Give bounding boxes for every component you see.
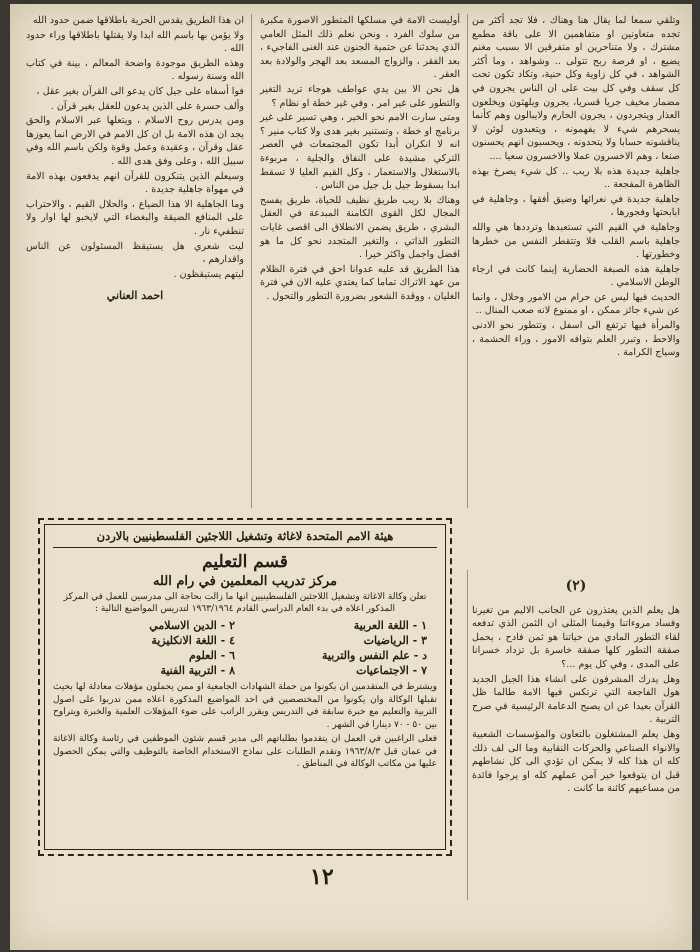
paragraph: جاهلية جديدة هذه بلا ريب .. كل شيء يصرخ بهذه الظاهرة المفجعة .. bbox=[472, 165, 680, 191]
author-signature: احمد العناني bbox=[106, 289, 164, 303]
column-divider bbox=[251, 14, 252, 508]
magazine-page bbox=[10, 4, 692, 950]
paragraph: ليت شعري هل يستيقظ المسئولون عن الناس واقدارهم ، bbox=[26, 240, 244, 266]
subject-item: ٦ - العلوم bbox=[189, 649, 235, 662]
department-title: قسم التعليم bbox=[202, 552, 288, 572]
paragraph: وتلقي سمعا لما يقال هنا وهناك ، فلا تجد أكثر من تجده متعاونين او متفاهمين الا على باقة مطمع مشترك ، ولا متناحرين او متفرقين الا بسبب مغنم يضيع ، او فرصة ربح تتولى .. وشواهد ، وما أكثر الشواهد ، في كل زاوية وكل حنية، وتكاد تكون تحت كل سقف وفي كل بيت على ان الناس يجرون في مضمار مخيف جريا قسريا، يجرون ويلهثون ويخلعون العذار ويتجردون ، يجرون الحارم ولايبالون وهم كأنما يسحرهم شيء لا يفهمونه ، ويتعبدون لوثن لا يناقشونه حسابا ولا يتحدونه ، ويحسبون انهم يحسنون صنعا ، وهم الاخسرون عملا والاخسرون سعيا .... bbox=[472, 15, 680, 162]
paragraph: الحديث فيها ليس عن حرام من الامور وحلال ، وانما عن شيء جائز ممكن ، او ممنوع لانه صعب المنال .. bbox=[472, 291, 680, 317]
middle-column bbox=[260, 14, 460, 304]
paragraph: أوليست الامة في مسلكها المتطور الاصورة مكبرة من سلوك الفرد ، ونحن نعلم ذلك المثل العامي الذي يحدثنا عن حتمية الجنون عند الغنى الفاجيء ، بعد الفقر ، والزواج المسعد بعد الهجر والولادة بعد العقر . bbox=[260, 15, 460, 81]
conditions-text: ويشترط في المتقدمين ان يكونوا من حملة الشهادات الجامعية او ممن يحملون مؤهلات معادلة لها بحيث تقبلها الوكالة وان يكونوا من المختصصين في احد المواضيع المذكورة اعلاه ممن تدربوا على اصول التربية والتعليم مع خبرة سابقة في التدريس ويقرر الراتب على ضوء المؤهلات العلمية والخبرة ويتراوح بين ٥٠ - ٧٠ دينارا في الشهر . bbox=[53, 682, 437, 730]
unrwa-advertisement bbox=[38, 518, 452, 856]
divider bbox=[53, 547, 437, 548]
center-title: مركز تدريب المعلمين في رام الله bbox=[152, 574, 338, 589]
paragraph: وألف حسرة على الذين يدعون للعقل بغير قرآن . bbox=[50, 100, 244, 112]
paragraph: هل نحن الا بين يدي عواطف هوجاء تريد التغير والتطور على غير امر ، وفي غير خطة او نظام ؟ bbox=[260, 83, 460, 109]
agency-name: هيئة الامم المتحدة لاغاثة وتشغيل اللاجئين الفلسطينيين بالاردن bbox=[96, 529, 394, 543]
section-two-column bbox=[472, 572, 680, 797]
paragraph: وهناك بلا ريب طريق نظيف للحياة، طريق يفسح المجال لكل القوى الكامنة المبدعة في العقل البشري ، طريق يضمن الانطلاق الى اقصى غايات التطور الذاتي ، والتغير المتجدد نحو كل ما هو افضل واجمل واكثر خيرا . bbox=[260, 194, 460, 261]
paragraph: جاهلية هذه الصبغة الحضارية إينما كانت في ارجاء الوطن الاسلامي . bbox=[472, 263, 680, 289]
paragraph: جاهلية جديدة في نعرائها وضيق أفقها ، وجاهلية في ابابحتها وفجورها ، bbox=[472, 193, 680, 219]
subject-item: ٢ - الدين الاسلامي bbox=[149, 619, 235, 632]
section-number: (٢) bbox=[565, 578, 587, 594]
subject-item: ٧ - الاجتماعيات bbox=[356, 664, 427, 677]
subjects-list bbox=[63, 619, 427, 677]
paragraph: ومن يدرس روح الاسلام ، ويتعلها عبر الاسلام والحق يجد ان هذه الامة بل ان كل الامم في الارض انما يعوزها عقل وقرآن ، وعقيدة وعمل وقوة ولكن باسم الله وفي سبيل الله ، وعلى وفق هدى الله . bbox=[26, 115, 244, 167]
column-divider bbox=[467, 14, 468, 508]
paragraph: فوا أسفاه على جيل كان يدعو الى القرآن بغير عقل ، bbox=[36, 85, 244, 97]
paragraph: ليتهم يستيقظون . bbox=[173, 268, 244, 280]
paragraph: والمرأة فيها ترتفع الى اسفل ، وتتطور نحو الادنى والاحط ، وتبرر العلم بتوافه الامور ، وراء الحشمة ، وسياج الكرامة . bbox=[472, 320, 680, 359]
subject-item: ١ - اللغة العربية bbox=[353, 619, 427, 632]
paragraph: ولا يؤمن بها باسم الله ابدا ولا يقتلها باطلاقها وراء حدود الله . bbox=[26, 29, 244, 55]
column-divider bbox=[467, 570, 468, 900]
subject-item: ٨ - التربية الفنية bbox=[160, 664, 235, 677]
application-text: فعلى الراغبين في العمل ان يتقدموا بطلباتهم الى مدير قسم شئون الموظفين في رئاسة وكالة الاغاثة في عمان قبل ١٩٦٣/٨/٣ وتقدم الطلبات على نماذج الاستخدام الخاصة بالتوظيف والتي يمكن الحصول عليها من مكاتب الوكالة في المناطق . bbox=[53, 734, 437, 769]
right-column bbox=[472, 14, 680, 361]
paragraph: وما الجاهلية الا هذا الضياع ، والحلال القيم ، والاحتراب على المنافع الضيقة والبغضاء التي لايخبو لها اوار ولا تنطفيء نار . bbox=[26, 198, 244, 237]
paragraph: هل يعلم الذين يعتذرون عن الجانب الاليم من تغيرنا وفساد مروءاتنا وقيمنا المثلى ان الثمن الذي تدفعه لقاء التطور المادي من حياتنا هو ثمن فادح ، يحمل صفقة التطور كلها صفقة خاسرة بل تزداد خسرانا على المدى ، وفي كل يوم ...؟ bbox=[472, 604, 680, 670]
paragraph: وهل يعلم المشتغلون بالتعاون والمؤسسات الشعبية والانواء الصناعي والحركات النقابية وما الى لف ذلك كله ان هذا كله لا يمكن ان تؤدي الى كل نشاطهم قبل ان يتوقعوا خير آمن عملهم كله او يرجوا فائدة من مساعيهم كائنة ما كانت . bbox=[472, 728, 680, 795]
paragraph: وهل يدرك المشرفون على انشاء هذا الجيل الجديد هول الفاجعة التي ترتكس فيها الامة طالما ظل القرآن بعيدا عن ان يصبح الدعامة الرئيسية في صرح التربية . bbox=[472, 673, 680, 726]
left-column bbox=[26, 14, 244, 303]
announcement-intro: تعلن وكالة الاغاثة وتشغيل اللاجئين الفلسطينيين انها ما زالت بحاجة الى مدرسين للعمل في المركز المذكور اعلاه في بدء العام الدراسي القادم ١٩٦٣/١٩٦٤ لتدريس المواضيع التالية : bbox=[63, 592, 427, 614]
paragraph: ان هذا الطريق يقدس الحرية باطلاقها ضمن حدود الله bbox=[32, 15, 244, 26]
paragraph: وهذه الطريق موجودة واضحة المعالم ، بينة في كتاب الله وسنة رسوله . bbox=[26, 57, 244, 83]
page-number: ١٢ bbox=[310, 864, 334, 890]
subject-item: د - علم النفس والتربية bbox=[321, 649, 427, 662]
paragraph: وسيعلم الذين يتنكرون للقرآن انهم يدفعون بهذه الامة في مهواة جاهلية جديدة . bbox=[26, 170, 244, 196]
subject-item: ٣ - الرياضيات bbox=[363, 634, 427, 647]
subject-item: ٤ - اللغة الانكليزية bbox=[151, 634, 235, 647]
paragraph: وجاهلية في القيم التي تستعبدها وترددها هي والله جاهلية باسم القلب فلا وتتقطر النفس من خطرها وخطورتها . bbox=[472, 221, 680, 261]
paragraph: ومتى سارت الامم نحو الخير ، وهي تسير على غير برنامج او خطة ، وتستنير بغير هدى ولا كتاب منير ؟ انه لا انكران أبدا تكون المجتمعات في العصر التركي مشيدة على النفاق والجلية ، مربوءة بالاستغلال والاستعمار ، وكل القيم العليا لا تسقط ابدا بسقوط جيل بل جيل من الناس . bbox=[260, 112, 460, 192]
paragraph: هذا الطريق قد عليه عدوانا احق في فترة الظلام من عهد الاتراك تماما كما يعتدي عليه الان في فترة الغليان ، ووقدة الشعور بضرورة التطور والتحول . bbox=[260, 263, 460, 302]
